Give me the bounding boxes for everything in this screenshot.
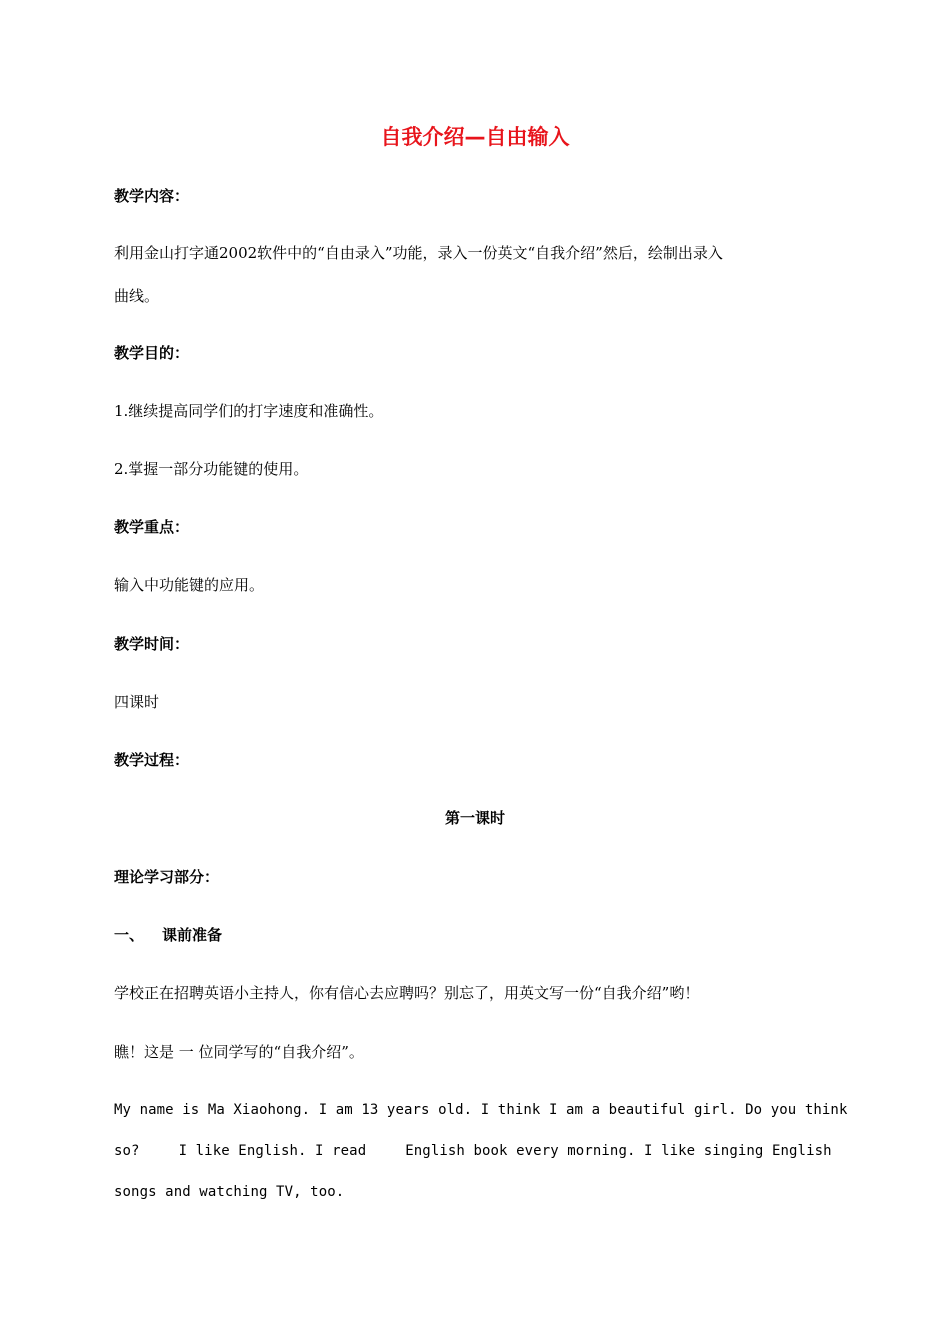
goal-item-1: 1.继续提高同学们的打字速度和准确性。 [114,402,384,420]
goal-item-2: 2.掌握一部分功能键的使用。 [114,460,309,478]
focus-text: 输入中功能键的应用。 [114,576,265,594]
content-line-2: 曲线。 [114,287,160,305]
process-heading: 教学过程： [114,751,190,769]
content-line-1: 利用金山打字通2002软件中的“自由录入”功能，录入一份英文“自我介绍”然后，绘制出录入 [114,244,723,262]
content-heading: 教学内容： [114,187,190,205]
english-line-2 [114,1141,836,1161]
lesson-title: 第一课时 [444,809,505,827]
time-heading: 教学时间： [114,635,190,653]
prep-text: 学校正在招聘英语小主持人，你有信心去应聘吗？别忘了，用英文写一份“自我介绍”哟！ [114,984,700,1002]
example-intro: 瞧！这是 一 位同学写的“自我介绍”。 [114,1043,364,1061]
english-line-2-part-3: English book every morning. I like singing English [405,1143,832,1159]
goal-heading: 教学目的： [114,344,190,362]
time-text: 四课时 [114,693,160,711]
english-line-3: songs and watching TV, too. [114,1184,345,1200]
theory-heading: 理论学习部分： [114,868,220,886]
prep-heading: 课前准备 [162,926,223,944]
prep-number: 一、 [114,926,145,944]
english-line-2-part-2: I like English. I read [178,1143,367,1159]
english-line-1: My name is Ma Xiaohong. I am 13 years old. I think I am a beautiful girl. Do you think [114,1102,848,1118]
prep-heading-line [114,925,836,945]
english-line-2-part-1: so? [114,1143,140,1159]
focus-heading: 教学重点： [114,518,190,536]
document-title: 自我介绍—自由输入 [380,125,570,149]
